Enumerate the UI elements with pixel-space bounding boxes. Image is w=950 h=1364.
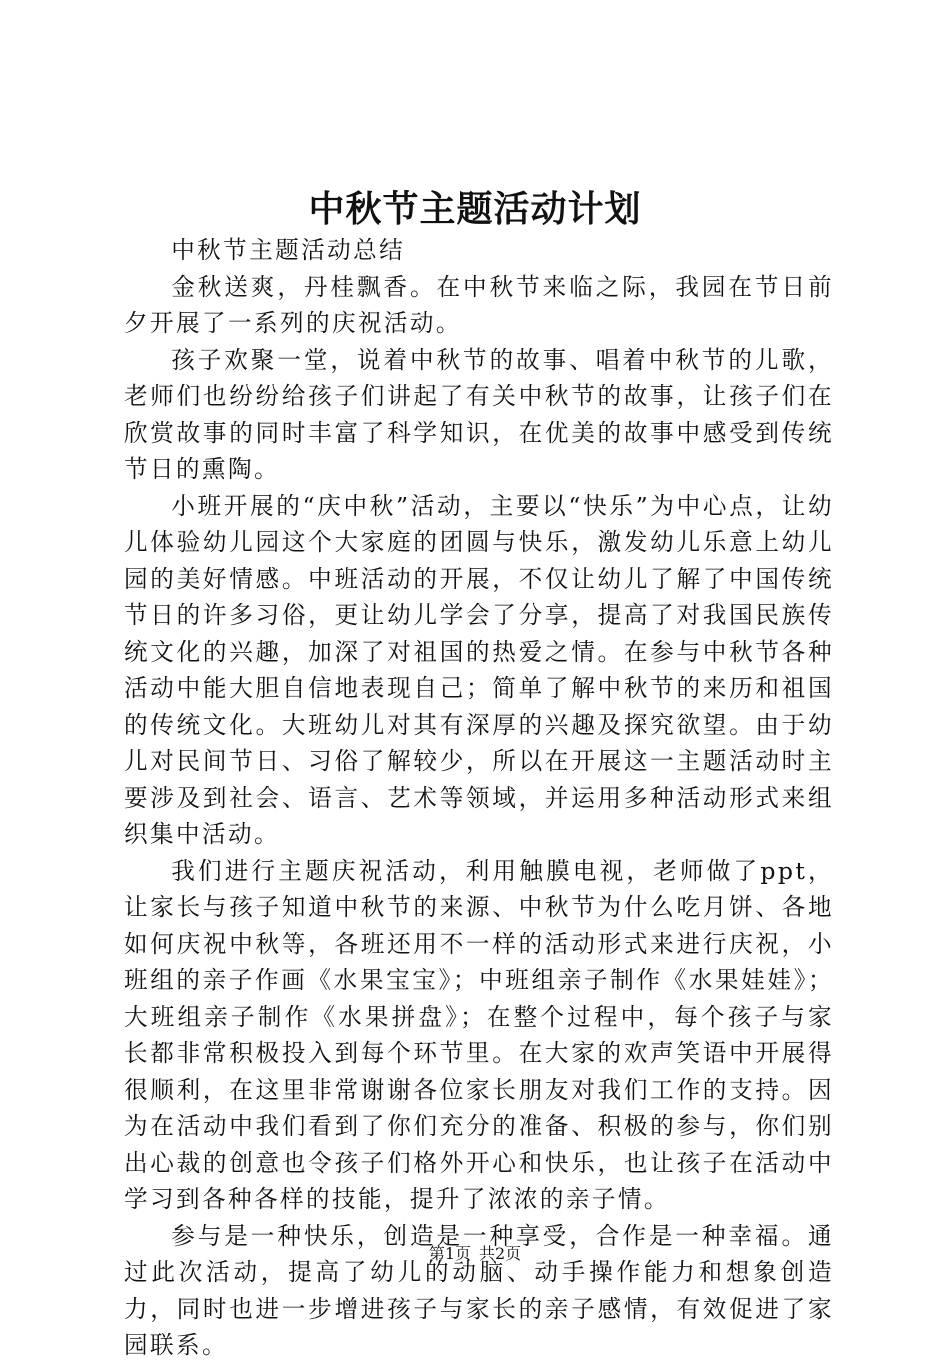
page-number: 第1页	[428, 1244, 471, 1263]
body-paragraph: 我们进行主题庆祝活动，利用触膜电视，老师做了ppt，让家长与孩子知道中秋节的来源、中秋节为什么吃月饼、各地如何庆祝中秋等，各班还用不一样的活动形式来进行庆祝，小班组的亲子作画《水果宝宝》；中班组亲子制作《水果娃娃》；大班组亲子制作《水果拼盘》；在整个过程中，每个孩子与家长都非常积极投入到每个环节里。在大家的欢声笑语中开展得很顺利，在这里非常谢谢各位家长朋友对我们工作的支持。因为在活动中我们看到了你们充分的准备、积极的参与，你们别出心裁的创意也令孩子们格外开心和快乐，也让孩子在活动中学习到各种各样的技能，提升了浓浓的亲子情。	[124, 856, 834, 1213]
body-paragraph: 孩子欢聚一堂，说着中秋节的故事、唱着中秋节的儿歌，老师们也纷纷给孩子们讲起了有关中秋节的故事，让孩子们在欣赏故事的同时丰富了科学知识，在优美的故事中感受到传统节日的熏陶。	[124, 345, 834, 483]
page-footer	[0, 1243, 950, 1265]
document-body	[124, 232, 834, 1364]
body-paragraph: 小班开展的“庆中秋”活动，主要以“快乐”为中心点，让幼儿体验幼儿园这个大家庭的团圆与快乐，激发幼儿乐意上幼儿园的美好情感。中班活动的开展，不仅让幼儿了解了中国传统节日的许多习俗，更让幼儿学会了分享，提高了对我国民族传统文化的兴趣，加深了对祖国的热爱之情。在参与中秋节各种活动中能大胆自信地表现自己；简单了解中秋节的来历和祖国的传统文化。大班幼儿对其有深厚的兴趣及探究欲望。由于幼儿对民间节日、习俗了解较少，所以在开展这一主题活动时主要涉及到社会、语言、艺术等领域，并运用多种活动形式来组织集中活动。	[124, 491, 834, 848]
body-paragraph: 金秋送爽，丹桂飘香。在中秋节来临之际，我园在节日前夕开展了一系列的庆祝活动。	[124, 272, 834, 337]
page-total: 共2页	[479, 1244, 522, 1263]
document-title: 中秋节主题活动计划	[308, 188, 642, 230]
body-paragraph: 参与是一种快乐，创造是一种享受，合作是一种幸福。通过此次活动，提高了幼儿的动脑、动手操作能力和想象创造力，同时也进一步增进孩子与家长的亲子感情，有效促进了家园联系。	[124, 1221, 834, 1359]
subtitle-paragraph: 中秋节主题活动总结	[171, 236, 406, 264]
